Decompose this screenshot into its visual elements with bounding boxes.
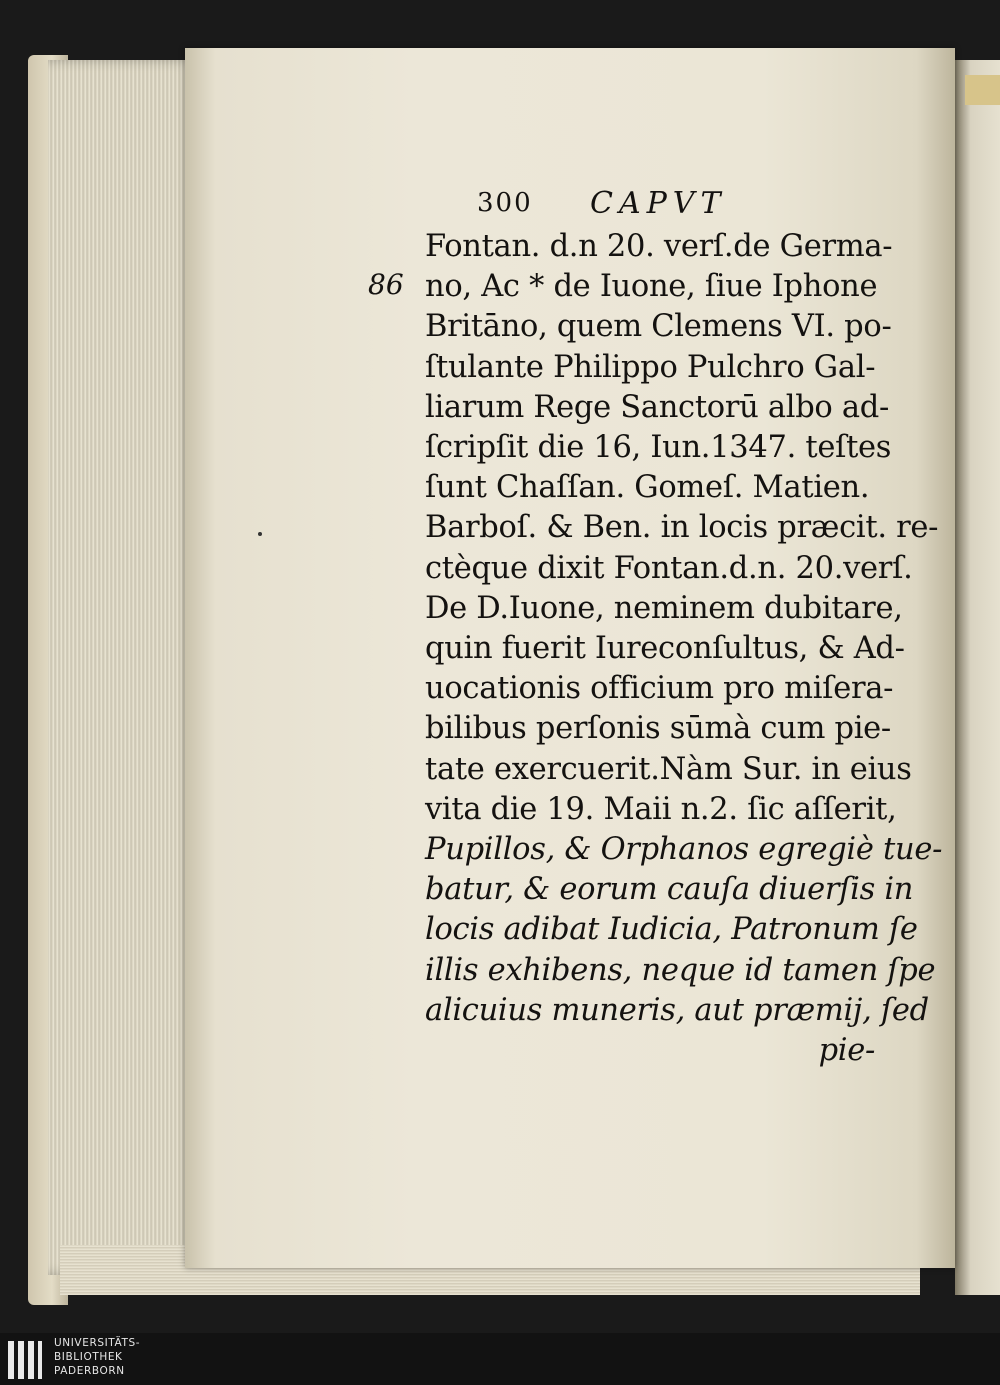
footer-bar xyxy=(0,1333,1000,1385)
text-line: ctèque dixit Fontan.d.n. 20.verſ. xyxy=(425,550,913,586)
page-number: 300 xyxy=(477,188,533,218)
text-line: bilibus perſonis sūmà cum pie- xyxy=(425,711,891,747)
margin-note: 86 xyxy=(368,268,404,301)
text-line: De D.Iuone, neminem dubitare, xyxy=(425,590,903,626)
page-text xyxy=(425,182,943,1071)
text-line: Britāno, quem Clemens VI. po- xyxy=(425,309,892,345)
facing-page-corner xyxy=(965,75,1000,105)
library-logo-icon xyxy=(8,1341,46,1379)
ink-dot xyxy=(258,532,262,536)
text-line: alicuius muneris, aut præmij, ſed xyxy=(425,992,929,1028)
text-line: liarum Rege Sanctorū albo ad- xyxy=(425,389,889,425)
library-name-line3: PADERBORN xyxy=(54,1365,125,1377)
page-header xyxy=(425,182,915,227)
text-line: locis adibat Iudicia, Patronum ſe xyxy=(425,912,918,948)
library-name xyxy=(54,1336,140,1378)
facing-page-edge xyxy=(955,60,1000,1295)
text-line: quin fuerit Iureconſultus, & Ad- xyxy=(425,631,905,667)
text-line: no, Ac * de Iuone, ſiue Iphone xyxy=(425,269,878,305)
library-name-line2: BIBLIOTHEK xyxy=(54,1351,123,1363)
text-line: vita die 19. Maii n.2. ſic aſſerit, xyxy=(425,791,897,827)
library-name-line1: UNIVERSITÄTS- xyxy=(54,1337,141,1349)
text-line: Pupillos, & Orphanos egregiè tue- xyxy=(425,832,943,868)
text-line: Barboſ. & Ben. in locis præcit. re- xyxy=(425,510,939,546)
text-line: ſcripſit die 16, Iun.1347. teſtes xyxy=(425,430,892,466)
running-head: CAPVT xyxy=(590,186,727,221)
text-line: ſunt Chaſſan. Gomeſ. Matien. xyxy=(425,470,870,506)
text-line: batur, & eorum cauſa diuerſis in xyxy=(425,872,914,908)
page-edges xyxy=(48,60,198,1275)
text-line: illis exhibens, neque id tamen ſpe xyxy=(425,952,936,988)
catchword: pie- xyxy=(818,1033,875,1069)
text-line: uocationis officium pro miſera- xyxy=(425,671,894,707)
text-line: ſtulante Philippo Pulchro Gal- xyxy=(425,349,876,385)
text-lines xyxy=(425,227,943,1031)
text-line: tate exercuerit.Nàm Sur. in eius xyxy=(425,751,912,787)
text-line: Fontan. d.n 20. verſ.de Germa- xyxy=(425,229,893,264)
